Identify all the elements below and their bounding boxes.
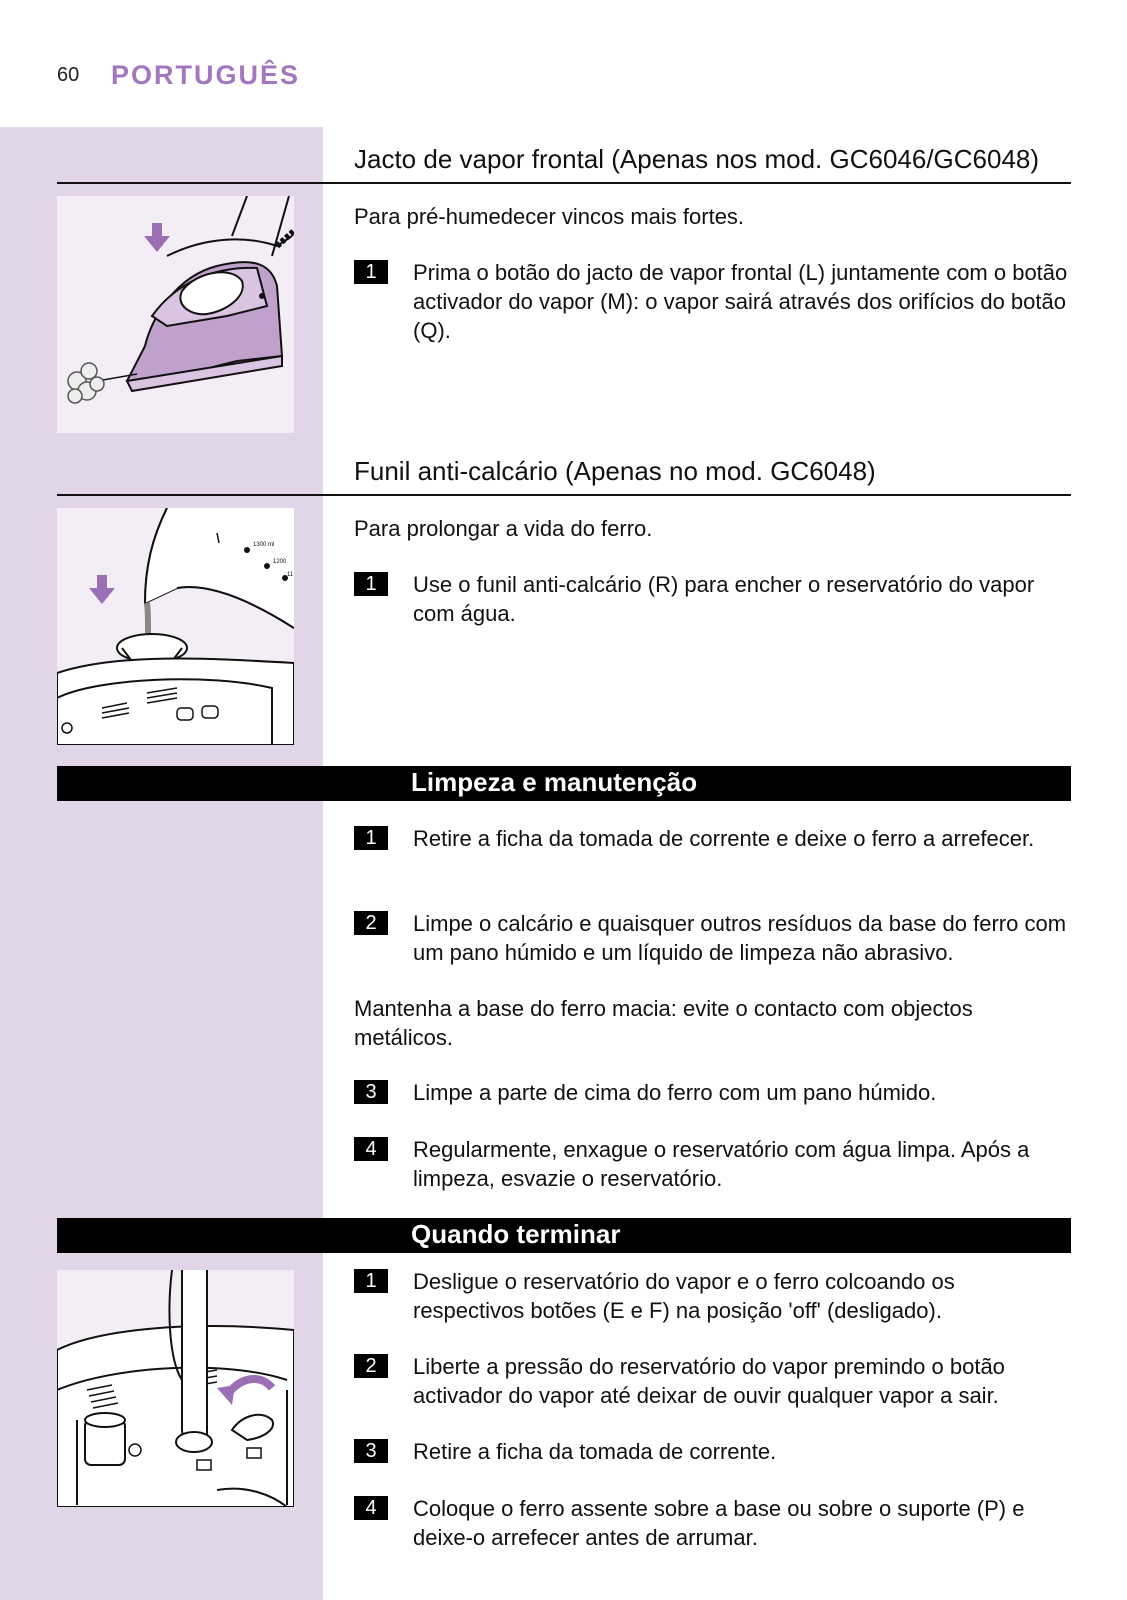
- section-title-anti-calc-funnel: Funil anti-calcário (Apenas no mod. GC6048): [354, 456, 876, 486]
- step-item: [354, 1078, 1068, 1107]
- down-arrow-icon: [144, 223, 170, 252]
- section-title-when-finished: Quando terminar: [411, 1219, 621, 1249]
- down-arrow-icon: [89, 575, 115, 604]
- step-item: [354, 1437, 1068, 1466]
- section-bar-when-finished: [57, 1218, 1071, 1253]
- step-text: Retire a ficha da tomada de corrente e deixe o ferro a arrefecer.: [413, 826, 1035, 851]
- step-text: Retire a ficha da tomada de corrente.: [413, 1439, 777, 1464]
- step-item: [354, 1267, 1068, 1325]
- section-bar-cleaning: [57, 766, 1071, 801]
- water-mark-label: 11: [287, 572, 294, 578]
- step-item: [354, 258, 1068, 345]
- water-mark-label: 1200: [273, 559, 287, 565]
- language-heading: PORTUGUÊS: [111, 60, 301, 90]
- section-rule: [57, 182, 1071, 184]
- illustration-switch-off: [57, 1270, 294, 1507]
- note-text: Mantenha a base do ferro macia: evite o contacto com objectos metálicos.: [354, 996, 973, 1050]
- step-item: [354, 1135, 1068, 1193]
- step-text: Coloque o ferro assente sobre a base ou sobre o suporte (P) e deixe-o arrefecer antes de arrumar.: [413, 1496, 1025, 1550]
- steam-cloud-icon: [68, 363, 104, 403]
- step-text: Use o funil anti-calcário (R) para encher o reservatório do vapor com água.: [413, 572, 1035, 626]
- step-number: 2: [354, 911, 388, 935]
- step-text: Limpe a parte de cima do ferro com um pano húmido.: [413, 1080, 937, 1105]
- step-number: 4: [354, 1137, 388, 1161]
- intro-text: Para prolongar a vida do ferro.: [354, 516, 653, 541]
- step-number: 4: [354, 1496, 388, 1520]
- step-number: 1: [354, 572, 388, 596]
- step-text: Liberte a pressão do reservatório do vapor premindo o botão activador do vapor até deixar de ouvir qualquer vapor a sair.: [413, 1354, 1005, 1408]
- step-item: [354, 909, 1068, 967]
- step-item: [354, 824, 1068, 853]
- step-item: [354, 570, 1068, 628]
- water-mark-label: 1300 ml: [253, 542, 275, 548]
- illustration-funnel-filling: [57, 508, 294, 745]
- illustration-iron-front-steam: [57, 196, 294, 433]
- step-item: [354, 1494, 1068, 1552]
- step-number: 3: [354, 1439, 388, 1463]
- page-number: 60: [57, 64, 80, 86]
- section-rule: [57, 494, 1071, 496]
- intro-text: Para pré-humedecer vincos mais fortes.: [354, 204, 745, 229]
- section-title-cleaning: Limpeza e manutenção: [411, 767, 698, 797]
- step-number: 1: [354, 1269, 388, 1293]
- step-number: 3: [354, 1080, 388, 1104]
- step-number: 1: [354, 260, 388, 284]
- section-title-front-steam: Jacto de vapor frontal (Apenas nos mod. GC6046/GC6048): [354, 144, 1040, 174]
- step-text: Regularmente, enxague o reservatório com água limpa. Após a limpeza, esvazie o reservatório.: [413, 1137, 1030, 1191]
- step-text: Limpe o calcário e quaisquer outros resíduos da base do ferro com um pano húmido e um líquido de limpeza não abrasivo.: [413, 911, 1067, 965]
- step-text: Desligue o reservatório do vapor e o ferro colcoando os respectivos botões (E e F) na posição 'off' (desligado).: [413, 1269, 955, 1323]
- step-number: 1: [354, 826, 388, 850]
- step-number: 2: [354, 1354, 388, 1378]
- step-item: [354, 1352, 1068, 1410]
- step-text: Prima o botão do jacto de vapor frontal (L) juntamente com o botão activador do vapor (M): o vapor sairá através dos orifícios do botão (Q).: [413, 260, 1068, 343]
